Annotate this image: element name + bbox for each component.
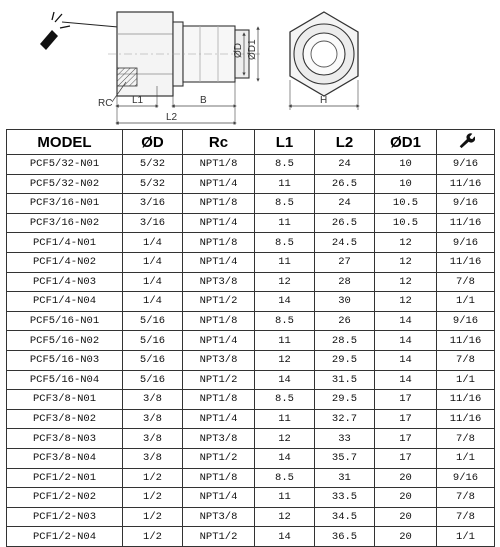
cell-od1: 17 xyxy=(375,390,437,410)
cell-od1: 20 xyxy=(375,527,437,547)
table-row xyxy=(7,409,495,429)
b-label: B xyxy=(200,95,207,106)
cell-l1: 14 xyxy=(255,448,315,468)
cell-l2: 36.5 xyxy=(315,527,375,547)
cell-rc: NPT3/8 xyxy=(183,507,255,527)
wrench-icon xyxy=(457,131,475,149)
cell-l1: 12 xyxy=(255,272,315,292)
table-row xyxy=(7,429,495,449)
cell-model: PCF3/8-N02 xyxy=(7,409,123,429)
cell-od1: 20 xyxy=(375,468,437,488)
cell-od1: 17 xyxy=(375,448,437,468)
cell-l2: 24 xyxy=(315,194,375,214)
cell-l2: 28 xyxy=(315,272,375,292)
cell-l1: 11 xyxy=(255,174,315,194)
cell-wrench-size: 11/16 xyxy=(437,174,495,194)
header-model: MODEL xyxy=(7,130,123,155)
cell-l2: 24 xyxy=(315,155,375,175)
cell-l2: 28.5 xyxy=(315,331,375,351)
cell-od: 1/2 xyxy=(123,507,183,527)
cell-l2: 31 xyxy=(315,468,375,488)
table-row xyxy=(7,448,495,468)
cell-wrench-size: 1/1 xyxy=(437,527,495,547)
cell-od: 5/16 xyxy=(123,331,183,351)
cell-od: 1/2 xyxy=(123,468,183,488)
cell-od1: 14 xyxy=(375,311,437,331)
cell-rc: NPT1/4 xyxy=(183,331,255,351)
cell-rc: NPT1/8 xyxy=(183,155,255,175)
header-rc: Rc xyxy=(183,130,255,155)
cell-model: PCF3/16-N01 xyxy=(7,194,123,214)
cell-od1: 12 xyxy=(375,292,437,312)
cell-od1: 14 xyxy=(375,331,437,351)
cell-rc: NPT3/8 xyxy=(183,272,255,292)
cell-od: 3/8 xyxy=(123,429,183,449)
cell-od1: 12 xyxy=(375,272,437,292)
cell-od: 1/4 xyxy=(123,272,183,292)
cell-wrench-size: 11/16 xyxy=(437,409,495,429)
cell-l2: 30 xyxy=(315,292,375,312)
cell-l1: 12 xyxy=(255,429,315,449)
cell-model: PCF1/2-N04 xyxy=(7,527,123,547)
cell-l1: 11 xyxy=(255,488,315,508)
cell-od: 3/8 xyxy=(123,448,183,468)
table-row xyxy=(7,390,495,410)
cell-od: 1/4 xyxy=(123,292,183,312)
cell-od: 1/2 xyxy=(123,488,183,508)
table-row xyxy=(7,331,495,351)
cell-od1: 20 xyxy=(375,488,437,508)
cell-od1: 10 xyxy=(375,174,437,194)
table-row xyxy=(7,370,495,390)
table-row xyxy=(7,233,495,253)
cell-l2: 26.5 xyxy=(315,174,375,194)
l2-label: L2 xyxy=(166,112,178,123)
cell-l1: 11 xyxy=(255,252,315,272)
cell-model: PCF5/32-N02 xyxy=(7,174,123,194)
push-release-icon xyxy=(40,12,118,50)
cell-l2: 35.7 xyxy=(315,448,375,468)
cell-od: 1/2 xyxy=(123,527,183,547)
cell-od1: 17 xyxy=(375,409,437,429)
cell-l2: 27 xyxy=(315,252,375,272)
cell-wrench-size: 9/16 xyxy=(437,194,495,214)
cell-model: PCF5/16-N02 xyxy=(7,331,123,351)
cell-od1: 10 xyxy=(375,155,437,175)
technical-drawing xyxy=(0,0,500,128)
cell-rc: NPT3/8 xyxy=(183,429,255,449)
cell-model: PCF1/4-N03 xyxy=(7,272,123,292)
table-row xyxy=(7,507,495,527)
cell-model: PCF5/16-N01 xyxy=(7,311,123,331)
cell-od: 1/4 xyxy=(123,233,183,253)
cell-l2: 29.5 xyxy=(315,350,375,370)
cell-l1: 8.5 xyxy=(255,468,315,488)
cell-l1: 11 xyxy=(255,409,315,429)
cell-rc: NPT1/8 xyxy=(183,311,255,331)
cell-wrench-size: 9/16 xyxy=(437,155,495,175)
cell-model: PCF5/16-N03 xyxy=(7,350,123,370)
cell-wrench-size: 9/16 xyxy=(437,468,495,488)
cell-model: PCF3/8-N01 xyxy=(7,390,123,410)
cell-l2: 34.5 xyxy=(315,507,375,527)
rc-label: RC xyxy=(98,98,113,109)
table-row xyxy=(7,468,495,488)
cell-model: PCF3/8-N03 xyxy=(7,429,123,449)
cell-wrench-size: 7/8 xyxy=(437,429,495,449)
cell-l2: 31.5 xyxy=(315,370,375,390)
table-row xyxy=(7,272,495,292)
cell-od: 3/16 xyxy=(123,194,183,214)
cell-rc: NPT1/2 xyxy=(183,292,255,312)
cell-l1: 11 xyxy=(255,213,315,233)
cell-l1: 12 xyxy=(255,507,315,527)
od1-label: ØD1 xyxy=(247,39,258,60)
fitting-end-view xyxy=(290,12,358,110)
cell-model: PCF1/4-N04 xyxy=(7,292,123,312)
h-label: H xyxy=(320,95,328,106)
cell-od: 5/32 xyxy=(123,155,183,175)
cell-rc: NPT1/2 xyxy=(183,370,255,390)
table-row xyxy=(7,527,495,547)
table-row xyxy=(7,350,495,370)
cell-od1: 10.5 xyxy=(375,213,437,233)
cell-wrench-size: 7/8 xyxy=(437,488,495,508)
cell-rc: NPT1/2 xyxy=(183,448,255,468)
cell-rc: NPT1/8 xyxy=(183,390,255,410)
cell-od: 5/16 xyxy=(123,370,183,390)
cell-wrench-size: 9/16 xyxy=(437,233,495,253)
table-row xyxy=(7,488,495,508)
cell-od1: 12 xyxy=(375,233,437,253)
cell-l1: 8.5 xyxy=(255,194,315,214)
cell-od: 3/8 xyxy=(123,409,183,429)
cell-wrench-size: 7/8 xyxy=(437,272,495,292)
table-row xyxy=(7,292,495,312)
cell-l1: 14 xyxy=(255,370,315,390)
cell-od: 5/16 xyxy=(123,350,183,370)
cell-rc: NPT1/8 xyxy=(183,194,255,214)
header-od: ØD xyxy=(123,130,183,155)
cell-l1: 8.5 xyxy=(255,311,315,331)
cell-l2: 32.7 xyxy=(315,409,375,429)
cell-model: PCF1/4-N01 xyxy=(7,233,123,253)
cell-model: PCF5/32-N01 xyxy=(7,155,123,175)
cell-l1: 8.5 xyxy=(255,390,315,410)
table-row xyxy=(7,213,495,233)
cell-od1: 20 xyxy=(375,507,437,527)
cell-wrench-size: 1/1 xyxy=(437,370,495,390)
table-row xyxy=(7,155,495,175)
cell-od1: 12 xyxy=(375,252,437,272)
cell-model: PCF1/2-N01 xyxy=(7,468,123,488)
fitting-side-view xyxy=(98,12,260,125)
cell-l1: 12 xyxy=(255,350,315,370)
cell-od: 5/16 xyxy=(123,311,183,331)
cell-l2: 24.5 xyxy=(315,233,375,253)
cell-rc: NPT1/4 xyxy=(183,409,255,429)
cell-od1: 14 xyxy=(375,370,437,390)
table-row xyxy=(7,252,495,272)
cell-rc: NPT1/2 xyxy=(183,527,255,547)
cell-wrench-size: 7/8 xyxy=(437,507,495,527)
cell-model: PCF1/2-N02 xyxy=(7,488,123,508)
cell-od: 1/4 xyxy=(123,252,183,272)
header-l1: L1 xyxy=(255,130,315,155)
l1-label: L1 xyxy=(132,95,144,106)
cell-l1: 14 xyxy=(255,292,315,312)
cell-model: PCF5/16-N04 xyxy=(7,370,123,390)
spec-table xyxy=(6,129,495,547)
cell-od: 3/16 xyxy=(123,213,183,233)
cell-rc: NPT1/8 xyxy=(183,468,255,488)
table-row xyxy=(7,311,495,331)
cell-od1: 17 xyxy=(375,429,437,449)
cell-model: PCF1/4-N02 xyxy=(7,252,123,272)
cell-od: 3/8 xyxy=(123,390,183,410)
cell-model: PCF3/8-N04 xyxy=(7,448,123,468)
cell-model: PCF1/2-N03 xyxy=(7,507,123,527)
header-wrench xyxy=(437,130,495,155)
cell-wrench-size: 11/16 xyxy=(437,331,495,351)
cell-rc: NPT1/8 xyxy=(183,233,255,253)
cell-l2: 33 xyxy=(315,429,375,449)
cell-od1: 10.5 xyxy=(375,194,437,214)
table-row xyxy=(7,174,495,194)
header-l2: L2 xyxy=(315,130,375,155)
cell-l1: 8.5 xyxy=(255,233,315,253)
cell-l1: 14 xyxy=(255,527,315,547)
cell-rc: NPT1/4 xyxy=(183,488,255,508)
table-row xyxy=(7,194,495,214)
cell-od: 5/32 xyxy=(123,174,183,194)
cell-wrench-size: 11/16 xyxy=(437,252,495,272)
cell-rc: NPT1/4 xyxy=(183,213,255,233)
cell-wrench-size: 11/16 xyxy=(437,390,495,410)
cell-wrench-size: 7/8 xyxy=(437,350,495,370)
cell-model: PCF3/16-N02 xyxy=(7,213,123,233)
cell-wrench-size: 1/1 xyxy=(437,292,495,312)
cell-wrench-size: 1/1 xyxy=(437,448,495,468)
cell-od1: 14 xyxy=(375,350,437,370)
cell-l2: 29.5 xyxy=(315,390,375,410)
cell-wrench-size: 9/16 xyxy=(437,311,495,331)
od-label: ØD xyxy=(233,43,244,58)
cell-rc: NPT3/8 xyxy=(183,350,255,370)
cell-l1: 11 xyxy=(255,331,315,351)
cell-wrench-size: 11/16 xyxy=(437,213,495,233)
cell-l2: 33.5 xyxy=(315,488,375,508)
cell-l1: 8.5 xyxy=(255,155,315,175)
header-od1: ØD1 xyxy=(375,130,437,155)
cell-l2: 26.5 xyxy=(315,213,375,233)
cell-rc: NPT1/4 xyxy=(183,252,255,272)
cell-rc: NPT1/4 xyxy=(183,174,255,194)
table-header-row xyxy=(7,130,495,155)
cell-l2: 26 xyxy=(315,311,375,331)
